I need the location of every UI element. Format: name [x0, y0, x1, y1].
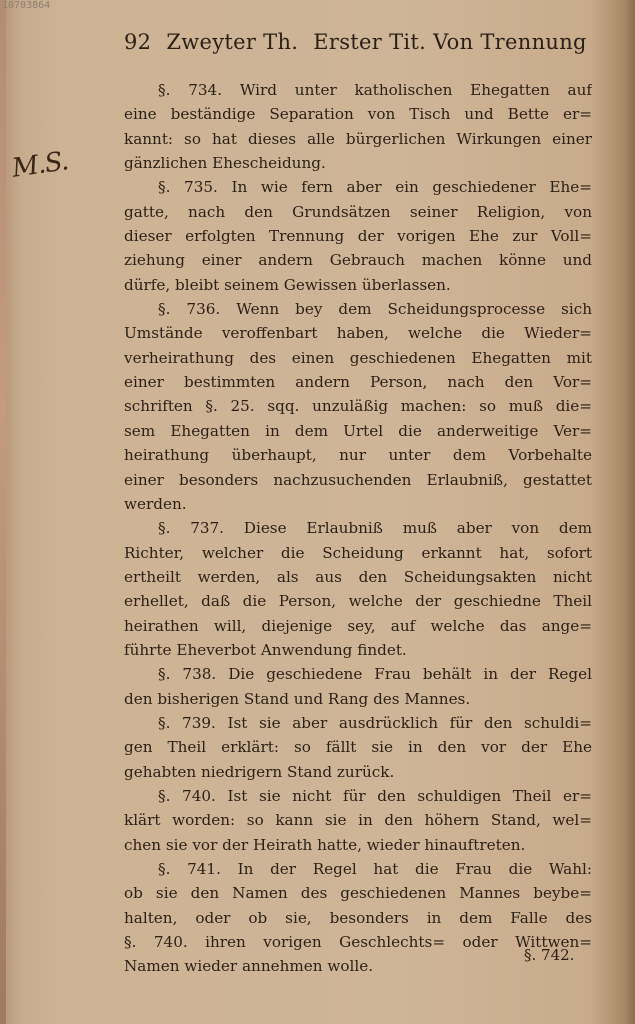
text-line: Umstände veroffenbart haben, welche die Wieder= — [124, 324, 592, 343]
text-line: chen sie vor der Heirath hatte, wieder hinauftreten. — [124, 835, 526, 854]
text-line: §. 734. Wird unter katholischen Ehegatten auf — [158, 81, 592, 99]
text-line: §. 737. Diese Erlaubniß muß aber von dem — [158, 519, 592, 538]
text-line: eine beständige Separation von Tisch und Bette er= — [124, 105, 592, 124]
text-line: kannt: so hat dieses alle bürgerlichen Wirkungen einer — [124, 129, 592, 148]
text-line: §. 740. Ist sie nicht für den schuldigen Theil er= — [158, 786, 592, 805]
text-line: gehabten niedrigern Stand zurück. — [124, 762, 395, 781]
text-line: heirathung überhaupt, nur unter dem Vorbehalte — [124, 446, 592, 465]
library-stamp: 10703864 — [2, 0, 51, 11]
text-line: erhellet, daß die Person, welche der geschiedne Theil — [124, 592, 592, 611]
page-edge — [0, 0, 6, 1024]
text-line: §. 740. ihren vorigen Geschlechts= oder Wittwen= — [124, 933, 592, 952]
text-line: gen Theil erklärt: so fällt sie in den vor der Ehe — [124, 738, 592, 757]
text-line: gatte, nach den Grundsätzen seiner Religion, von — [124, 202, 592, 221]
text-line: §. 741. In der Regel hat die Frau die Wahl: — [158, 860, 592, 878]
text-line: führte Eheverbot Anwendung findet. — [124, 640, 407, 659]
header-title: Erster Tit. Von Trennung — [313, 30, 587, 54]
text-line: §. 736. Wenn bey dem Scheidungsprocesse sich — [158, 300, 592, 319]
text-line: schriften §. 25. sqq. unzuläßig machen: so muß die= — [124, 397, 592, 416]
text-line: den bisherigen Stand und Rang des Mannes. — [124, 689, 471, 708]
text-line: §. 738. Die geschiedene Frau behält in der Regel — [158, 665, 592, 684]
handwritten-margin-note: M.S. — [10, 146, 70, 184]
page-number: 92 — [124, 30, 152, 54]
text-line: ob sie den Namen des geschiedenen Mannes beybe= — [124, 884, 592, 903]
text-line: einer bestimmten andern Person, nach den Vor= — [124, 373, 592, 392]
text-line: heirathen will, diejenige sey, auf welche das ange= — [124, 616, 592, 635]
text-line: gänzlichen Ehescheidung. — [124, 154, 326, 173]
text-line: §. 735. In wie fern aber ein geschiedener Ehe= — [158, 178, 592, 197]
body-text — [124, 78, 592, 979]
text-line: Namen wieder annehmen wolle. — [124, 957, 374, 976]
text-line: halten, oder ob sie, besonders in dem Falle des — [124, 908, 592, 927]
header-part: Zweyter Th. — [166, 30, 299, 54]
running-header — [124, 30, 587, 54]
text-line: dieser erfolgten Trennung der vorigen Ehe zur Voll= — [124, 227, 592, 246]
text-line: ziehung einer andern Gebrauch machen könne und — [124, 251, 592, 270]
text-line: §. 739. Ist sie aber ausdrücklich für den schuldi= — [158, 713, 592, 732]
text-line: einer besonders nachzusuchenden Erlaubniß, gestattet — [124, 470, 592, 489]
text-line: werden. — [124, 494, 187, 513]
text-line: sem Ehegatten in dem Urtel die anderweitige Ver= — [124, 421, 592, 440]
text-line: Richter, welcher die Scheidung erkannt hat, sofort — [124, 543, 592, 562]
text-line: klärt worden: so kann sie in den höhern Stand, wel= — [124, 811, 592, 830]
text-line: dürfe, bleibt seinem Gewissen überlassen. — [124, 275, 451, 294]
text-line: ertheilt werden, als aus den Scheidungsakten nicht — [124, 567, 592, 586]
text-line: verheirathung des einen geschiedenen Ehegatten mit — [124, 348, 592, 367]
catchword: §. 742. — [524, 946, 575, 964]
